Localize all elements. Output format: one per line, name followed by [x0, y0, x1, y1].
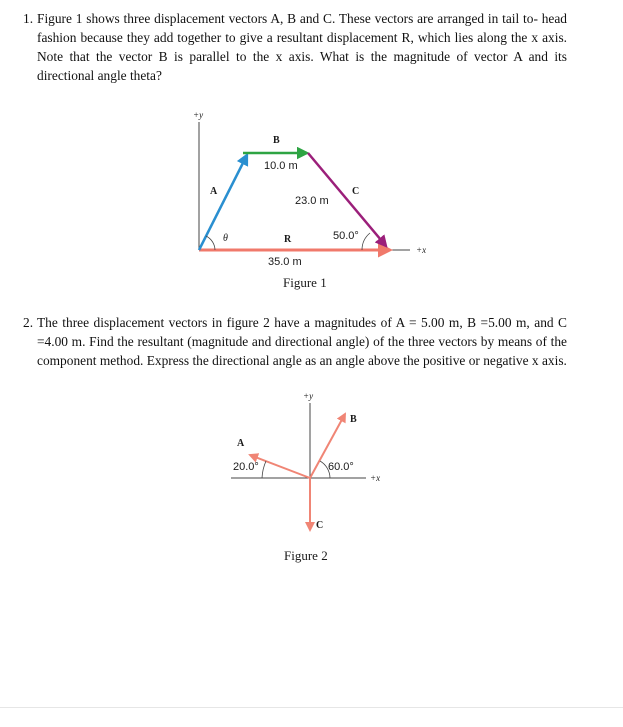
fig2-label-c: C⃗	[316, 520, 331, 531]
fig1-theta-label: θ	[223, 233, 228, 244]
fig2-x-axis-label: +x	[370, 473, 381, 483]
page-divider	[0, 707, 623, 708]
fig2-label-b: B⃗	[350, 414, 365, 425]
fig2-angle-a-label: 20.0°	[233, 461, 259, 473]
vector-a-arrow-fig2	[250, 455, 310, 478]
fig1-label-c: C⃗	[352, 186, 367, 197]
fig1-angle-c-arc	[362, 233, 370, 250]
fig2-caption: Figure 2	[284, 548, 328, 563]
fig1-b-magnitude: 10.0 m	[264, 160, 298, 172]
fig1-label-r: R⃗	[284, 234, 299, 245]
problem-2-text: The three displacement vectors in figure 2 have a magnitudes of A = 5.00 m, B =5.00 m, and C =4.00 m. Find the resultant (magnitude and directional angle) of the three vectors by means of the component method. Express the directional angle as an angle above the positive or negative x axis.	[37, 315, 567, 368]
fig2-angle-a-arc	[262, 461, 266, 478]
fig1-r-magnitude: 35.0 m	[268, 256, 302, 268]
fig1-label-a: A⃗	[210, 186, 225, 197]
fig2-label-a: A⃗	[237, 438, 252, 449]
fig1-angle-c-label: 50.0°	[333, 230, 359, 242]
problem-1-text: Figure 1 shows three displacement vectors A, B and C. These vectors are arranged in tail to- head fashion because they add together to give a resultant displacement R, which lies along the x axis. Note that the vector B is parallel to the x axis. What is the magnitude of vector A and its directional angle theta?	[37, 11, 567, 83]
fig1-x-axis-label: +x	[416, 245, 427, 255]
fig1-theta-arc	[206, 236, 215, 250]
problem-2-number: 2.	[23, 315, 34, 330]
fig1-caption: Figure 1	[283, 275, 327, 290]
fig2-angle-b-label: 60.0°	[328, 461, 354, 473]
fig1-c-magnitude: 23.0 m	[295, 195, 329, 207]
fig1-y-axis-label: +y	[193, 110, 204, 120]
fig2-y-axis-label: +y	[303, 391, 314, 401]
figure-2	[231, 391, 380, 563]
problem-1-number: 1.	[23, 11, 34, 26]
figure-1	[193, 110, 426, 290]
fig1-label-b: B⃗	[273, 135, 288, 146]
